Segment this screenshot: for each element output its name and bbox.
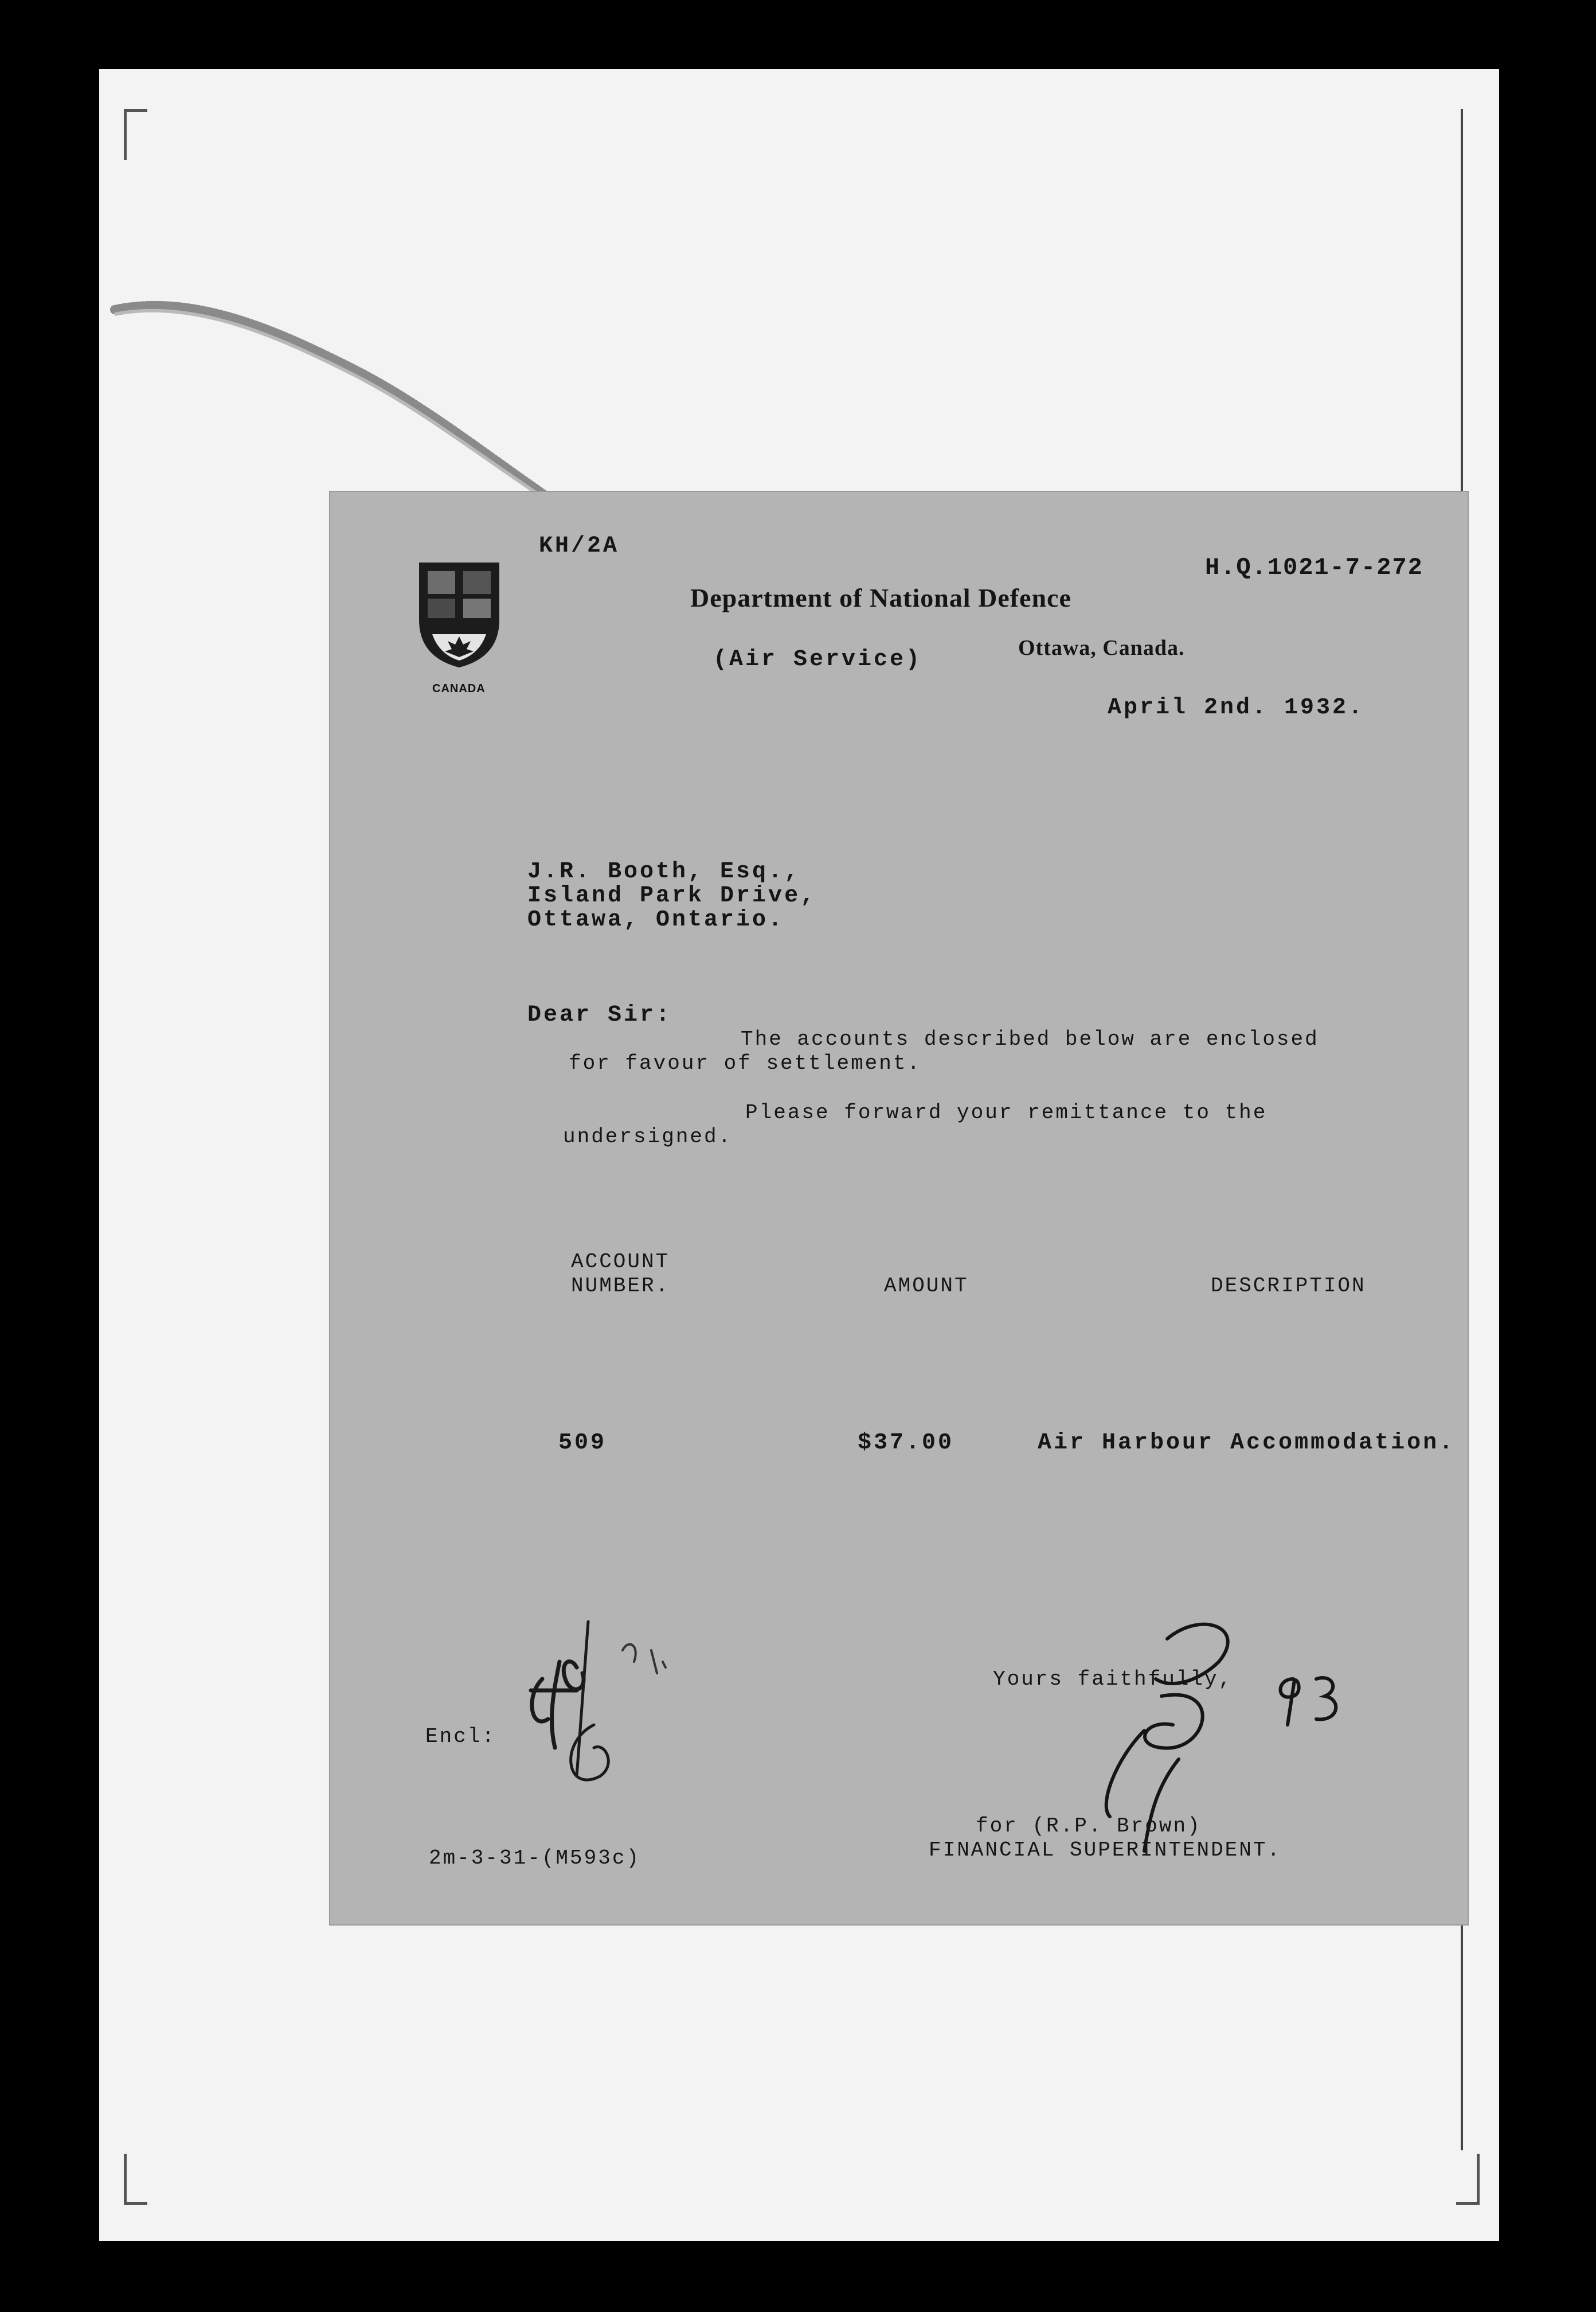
signer-title: FINANCIAL SUPERINTENDENT. (929, 1838, 1282, 1862)
table-header-amount: AMOUNT (884, 1274, 969, 1298)
corner-bracket-bottom-right (1456, 2154, 1480, 2205)
binding-string (109, 298, 556, 505)
body-line-3: Please forward your remittance to the (745, 1101, 1268, 1124)
branch-line: (Air Service) (713, 647, 922, 673)
handwritten-initials-encl (491, 1604, 697, 1799)
addressee-line-1: J.R. Booth, Esq., (527, 859, 801, 885)
file-code: KH/2A (539, 533, 620, 559)
letter-date: April 2nd. 1932. (1108, 695, 1365, 721)
description-value: Air Harbour Accommodation. (1038, 1430, 1456, 1456)
table-header-account: ACCOUNT (571, 1250, 670, 1274)
place-line: Ottawa, Canada. (1018, 636, 1185, 660)
canada-coat-of-arms-icon (416, 560, 502, 669)
letter-sheet (330, 492, 1468, 1924)
handwritten-signature (1075, 1616, 1282, 1857)
crest-label: CANADA (432, 682, 486, 695)
reference-number: H.Q.1021-7-272 (1205, 554, 1423, 581)
corner-bracket-top-left (124, 109, 147, 160)
closing-line: Yours faithfully, (993, 1667, 1233, 1691)
body-line-2: for favour of settlement. (569, 1052, 922, 1075)
form-code: 2m-3-31-(M593c) (429, 1846, 641, 1870)
table-header-description: DESCRIPTION (1211, 1274, 1366, 1298)
addressee-line-3: Ottawa, Ontario. (527, 907, 785, 933)
enclosure-label: Encl: (425, 1725, 496, 1748)
signer-for-line: for (R.P. Brown) (976, 1814, 1202, 1838)
body-line-4: undersigned. (563, 1125, 733, 1149)
amount-value: $37.00 (858, 1430, 955, 1456)
addressee-line-2: Island Park Drive, (527, 883, 817, 909)
corner-bracket-bottom-left (124, 2154, 147, 2205)
account-number-value: 509 (558, 1430, 607, 1456)
department-heading: Department of National Defence (690, 583, 1071, 612)
table-header-number: NUMBER. (571, 1274, 670, 1298)
body-line-1: The accounts described below are enclosed (741, 1028, 1319, 1051)
salutation: Dear Sir: (527, 1002, 672, 1028)
handwritten-number-mark (1270, 1667, 1351, 1731)
